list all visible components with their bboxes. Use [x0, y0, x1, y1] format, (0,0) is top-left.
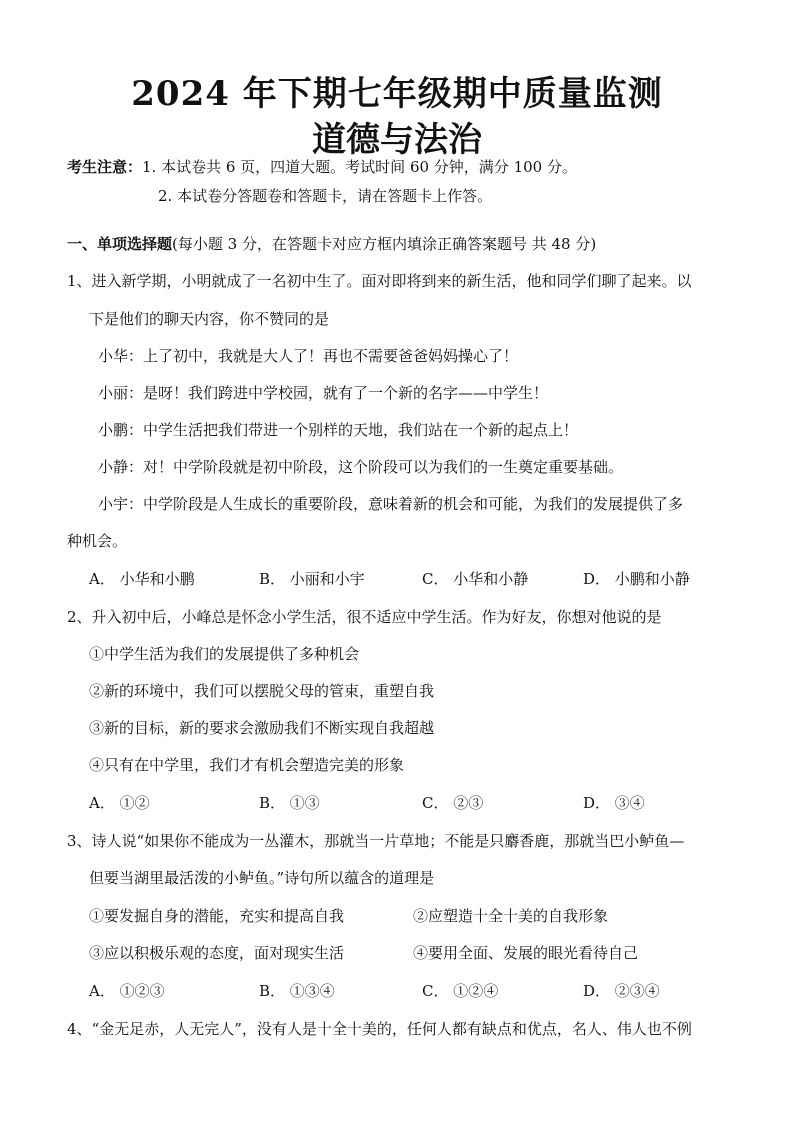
- q1-option-d[interactable]: D． 小鹏和小静: [583, 570, 690, 588]
- q2-item-1: ①中学生活为我们的发展提供了多种机会: [89, 645, 360, 663]
- q3-option-c[interactable]: C． ①②④: [422, 982, 499, 1000]
- notice-text-1: 1. 本试卷共 6 页，四道大题。考试时间 60 分钟，满分 100 分。: [142, 158, 577, 176]
- section-title: 一、单项选择题: [67, 235, 173, 253]
- q2-option-c[interactable]: C． ②③: [422, 794, 484, 812]
- q2-option-a[interactable]: A． ①②: [89, 794, 150, 812]
- q1-dialog-5: 小宇：中学阶段是人生成长的重要阶段，意味着新的机会和可能，为我们的发展提供了多: [98, 495, 684, 513]
- q3-option-a[interactable]: A． ①②③: [89, 982, 165, 1000]
- q2-option-d[interactable]: D． ③④: [583, 794, 645, 812]
- q1-dialog-2: 小丽：是呀！我们跨进中学校园，就有了一个新的名字——中学生！: [98, 384, 549, 402]
- q2-item-2: ②新的环境中，我们可以摆脱父母的管束，重塑自我: [89, 682, 435, 700]
- q3-option-b[interactable]: B． ①③④: [259, 982, 335, 1000]
- notice-label: 考生注意：: [67, 158, 143, 176]
- q3-stem-line-1: 3、诗人说“如果你不能成为一丛灌木，那就当一片草地；不能是只麝香鹿，那就当巴小鲈鱼—: [67, 832, 685, 850]
- q1-stem-line-1: 1、进入新学期，小明就成了一名初中生了。面对即将到来的新生活，他和同学们聊了起来。以: [67, 272, 692, 290]
- q3-item-1: ①要发掘自身的潜能，充实和提高自我: [89, 907, 345, 925]
- q1-dialog-1: 小华：上了初中，我就是大人了！再也不需要爸爸妈妈操心了！: [98, 347, 519, 365]
- q1-stem-line-2: 下是他们的聊天内容，你不赞同的是: [89, 310, 330, 328]
- notice-line-2: 2. 本试卷分答题卷和答题卡，请在答题卡上作答。: [158, 187, 493, 205]
- exam-title: 2024 年下期七年级期中质量监测: [131, 74, 663, 114]
- q1-option-a[interactable]: A． 小华和小鹏: [89, 570, 195, 588]
- q1-option-c[interactable]: C． 小华和小静: [422, 570, 529, 588]
- q3-item-3: ③应以积极乐观的态度，面对现实生活: [89, 944, 345, 962]
- q3-item-2: ②应塑造十全十美的自我形象: [413, 907, 609, 925]
- q1-option-b[interactable]: B． 小丽和小宇: [259, 570, 365, 588]
- q2-item-3: ③新的目标，新的要求会激励我们不断实现自我超越: [89, 719, 435, 737]
- q4-stem-line-1: 4、“金无足赤，人无完人”，没有人是十全十美的，任何人都有缺点和优点，名人、伟人也不例: [67, 1020, 692, 1038]
- q1-dialog-4: 小静：对！中学阶段就是初中阶段，这个阶段可以为我们的一生奠定重要基础。: [98, 458, 624, 476]
- q2-stem: 2、升入初中后，小峰总是怀念小学生活，很不适应中学生活。作为好友，你想对他说的是: [67, 608, 662, 626]
- q1-dialog-3: 小鹏：中学生活把我们带进一个别样的天地，我们站在一个新的起点上！: [98, 421, 579, 439]
- q1-dialog-6: 种机会。: [67, 532, 128, 550]
- section-instruction: (每小题 3 分，在答题卡对应方框内填涂正确答案题号 共 48 分): [172, 235, 597, 253]
- q2-item-4: ④只有在中学里，我们才有机会塑造完美的形象: [89, 756, 405, 774]
- notice-line-1: [67, 156, 577, 177]
- section-heading: [67, 233, 596, 254]
- q3-item-4: ④要用全面、发展的眼光看待自己: [413, 944, 639, 962]
- q3-stem-line-2: 但要当湖里最活泼的小鲈鱼。”诗句所以蕴含的道理是: [89, 869, 435, 887]
- subject-title: 道德与法治: [312, 120, 482, 160]
- q3-option-d[interactable]: D． ②③④: [583, 982, 660, 1000]
- q2-option-b[interactable]: B． ①③: [259, 794, 320, 812]
